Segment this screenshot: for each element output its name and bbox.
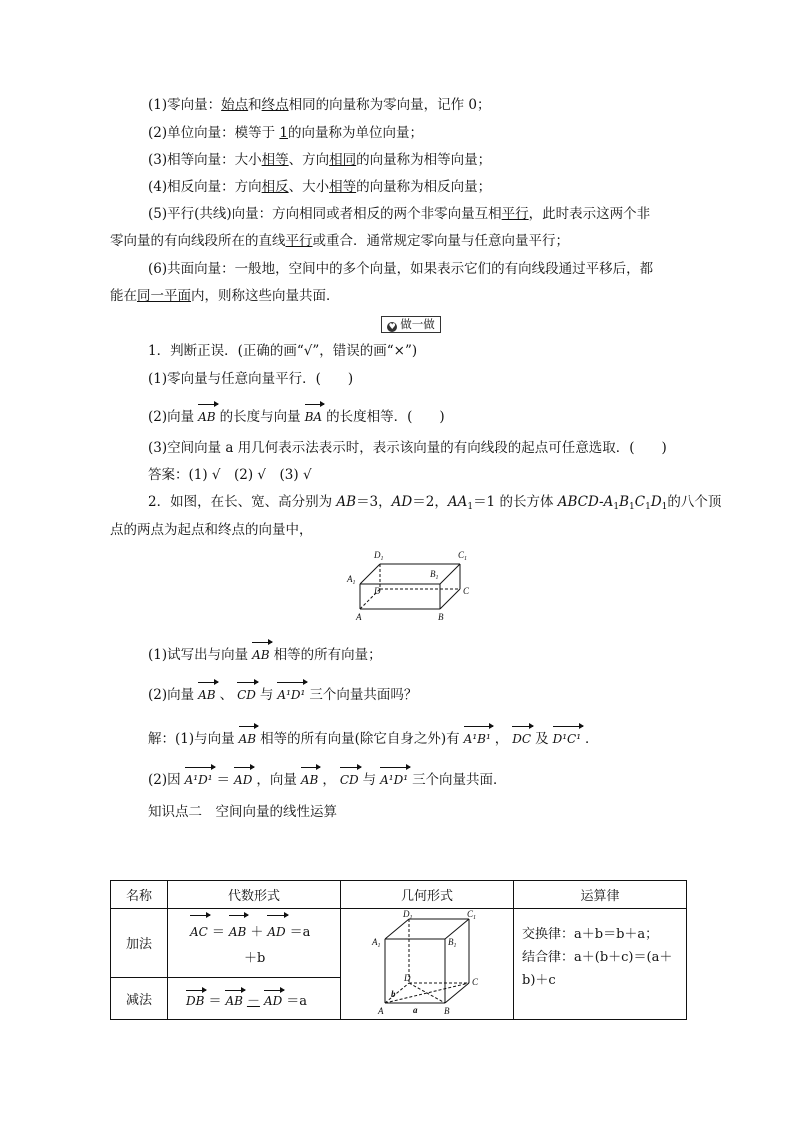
- label-B: B: [438, 612, 444, 622]
- exercise2-line2: 点的两点为起点和终点的向量中，: [110, 522, 313, 538]
- exercise2-sub1: (1)试写出与向量 AB 相等的所有向量；: [148, 640, 382, 664]
- exercise1-q1: (1)零向量与任意向量平行．( ): [148, 371, 354, 387]
- cuboid-figure: [340, 544, 480, 624]
- table-row-addition: [111, 909, 687, 978]
- header-algebraic: 代数形式: [168, 881, 341, 909]
- table-header-row: [111, 881, 687, 909]
- cube-label-A1: $A_1$: [372, 937, 381, 949]
- exercise1-q2: (2)向量 AB 的长度与向量 BA 的长度相等．( ): [148, 402, 445, 426]
- exercise1-q3: (3)空间向量 a 用几何表示法表示时，表示该向量的有向线段的起点可任意选取．( ): [148, 440, 667, 456]
- heart-icon: ♥: [388, 322, 396, 331]
- cube-label-C1: $C_1$: [467, 909, 477, 921]
- solution-2: (2)因 A¹D¹ ＝ AD ，向量 AB ， CD 与 A¹D¹ 三个向量共面．: [148, 765, 507, 789]
- exercise2-line1: 2．如图，在长、宽、高分别为 AB＝3，AD＝2，$AA_1=1$ 的长方体 ABCD-$A_1B_1C_1D_1$的八个顶: [148, 494, 722, 512]
- edge-B1C1: [440, 564, 460, 584]
- label-B1: $B_1$: [430, 569, 439, 581]
- law-associative: 结合律：a＋(b＋c)＝(a＋: [522, 950, 673, 965]
- edge-BC: [440, 589, 460, 609]
- cube-label-a: a: [413, 1005, 418, 1015]
- header-laws: 运算律: [514, 881, 687, 909]
- def-equal-vector: (3)相等向量：大小相等、方向相同的向量称为相等向量；: [148, 152, 492, 168]
- exercise1-answer: 答案：(1) √ (2) √ (3) √: [148, 467, 312, 483]
- row-subtraction-formula: DB ＝ AB － AD ＝a: [168, 977, 341, 1019]
- label-A1: $A_1$: [347, 574, 356, 586]
- def-opposite-vector: (4)相反向量：方向相反、大小相等的向量称为相反向量；: [148, 179, 492, 195]
- edge-A1D1: [360, 564, 380, 584]
- row-subtraction-name: 减法: [111, 977, 168, 1019]
- cube-edge: [445, 983, 469, 1003]
- label-C1: $C_1$: [458, 550, 468, 562]
- linear-operations-table: [110, 880, 687, 1020]
- exercise2-sub2: (2)向量 AB 、 CD 与 A¹D¹ 三个向量共面吗？: [148, 680, 417, 704]
- def-parallel-vector: (5)平行(共线)向量：方向相同或者相反的两个非零向量互相平行，此时表示这两个非: [148, 206, 651, 222]
- exercise1-title: 1．判断正误．(正确的画“√”，错误的画“×”): [148, 343, 418, 359]
- cube-label-D1: $D_1$: [403, 909, 413, 921]
- cube-edge: [385, 919, 409, 939]
- label-A: A: [356, 612, 362, 622]
- cube-label-D: D: [404, 973, 411, 983]
- cube-vector-figure: [341, 909, 513, 1019]
- def-zero-vector: (1)零向量：始点和终点相同的向量称为零向量，记作 0；: [148, 97, 491, 113]
- def-unit-vector: (2)单位向量：模等于 1的向量称为单位向量；: [148, 125, 424, 141]
- practice-badge: ♥ 做一做: [381, 316, 441, 333]
- label-D: D: [374, 586, 381, 596]
- label-C: C: [463, 586, 470, 596]
- def-coplanar-vector: (6)共面向量：一般地，空间中的多个向量，如果表示它们的有向线段通过平移后，都: [148, 261, 654, 277]
- solution-1: 解：(1)与向量 AB 相等的所有向量(除它自身之外)有 A¹B¹ ， DC 及 D¹C¹ ．: [148, 724, 599, 748]
- label-D1: $D_1$: [374, 550, 384, 562]
- cube-label-B1: $B_1$: [448, 937, 457, 949]
- header-geometric: 几何形式: [341, 881, 514, 909]
- cube-label-C: C: [472, 977, 479, 987]
- laws-cell: [514, 909, 687, 1020]
- cube-edge: [445, 919, 469, 939]
- header-name: 名称: [111, 881, 168, 909]
- geometric-figure-cell: [341, 909, 514, 1020]
- row-addition-name: 加法: [111, 909, 168, 978]
- law-commutative: 交换律：a＋b＝b＋a；: [522, 927, 659, 942]
- vector-DB: [409, 983, 445, 1003]
- cube-label-A: A: [378, 1006, 384, 1016]
- def-coplanar-vector-cont: 能在同一平面内，则称这些向量共面．: [110, 288, 340, 304]
- cube-label-B: B: [444, 1006, 450, 1016]
- row-addition-formula: AC ＝ AB ＋ AD ＝a ＋b: [168, 909, 341, 978]
- def-parallel-vector-cont: 零向量的有向线段所在的直线平行或重合．通常规定零向量与任意向量平行；: [110, 233, 569, 249]
- cube-label-b: b: [391, 989, 396, 999]
- section-heading: 知识点二 空间向量的线性运算: [148, 804, 337, 820]
- law-associative-cont: b)＋c: [522, 973, 556, 988]
